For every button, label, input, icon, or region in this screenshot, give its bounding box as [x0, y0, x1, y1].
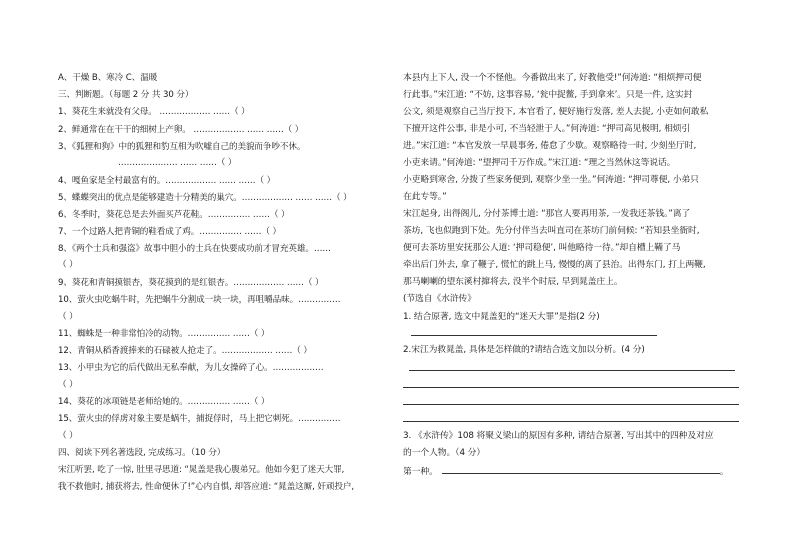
- answer-line[interactable]: [409, 370, 735, 371]
- judgement-item: 5、蝶蝶突出的优点是能够建造十分精美的巢穴。……………… …… ……（ ）: [58, 193, 352, 203]
- section-three-heading: 三、判断题。（每题 2 分 共 30 分）: [58, 90, 194, 100]
- judgement-item-continuation: ………………… …… ……（ ）: [118, 158, 237, 168]
- reading-passage-line: 下擅开这件公事, 非是小可, 不当轻泄于人。”何涛道: “押司高见极明, 相烦引: [403, 124, 691, 134]
- judgement-item: 11、蜘蛛是一种非常怕冷的动物。…………… ……（ ）: [58, 329, 270, 339]
- reading-passage-line: 便可去茶坊里安抚那公人道: ‘押司稳便’, 叫他略待一待。”却自槽上鞴了马: [403, 243, 681, 253]
- judgement-item: 10、萤火虫吃蜗牛时，先把蜗牛分割成一块一块，再咀嚼品味。……………: [58, 295, 341, 305]
- judgement-item: 6、冬季时，葵花总是去外面买芦花鞋。…………… ……（ ）: [58, 210, 290, 220]
- judgement-item: 8、《两个士兵和强盗》故事中胆小的士兵在快要成功前才冒充英雄。……: [58, 244, 331, 254]
- reading-passage-line: 茶坊, 飞也似跑到下处。先分付伴当去叫直司在茶坊门前伺候: “若知县坐衙时,: [403, 226, 700, 236]
- judgement-item: 15、萤火虫的俘虏对象主要是蜗牛，捕捉俘时，马上把它刺死。……………: [58, 414, 341, 424]
- answer-line[interactable]: [403, 421, 739, 422]
- reading-passage-line: 宋江听罢, 吃了一惊, 肚里寻思道: “晁盖是我心腹弟兄。他如今犯了迷天大罪,: [58, 465, 345, 475]
- judgement-item: 2、鲜通常在在干干的细树上产卵。 ……………… …… ……（ ）: [58, 125, 304, 135]
- reading-passage-line: 牵出后门外去, 拿了鞭子, 慌忙的跳上马, 慢慢的离了县治。出得东门, 打上两鞭,: [403, 260, 706, 270]
- passage-source-note: (节选自《水浒传》: [403, 294, 476, 304]
- reading-passage-line: 行此事。”宋江道: “不妨, 这事容易, ‘瓮中捉鳖, 手到拿来’。只是一件, 这实封: [403, 90, 693, 100]
- judgement-item-continuation: （ ）: [58, 380, 78, 390]
- question-3-continuation: 的一个人物。（4 分）: [403, 448, 486, 458]
- judgement-item: 1、葵花生来就没有父母。 ……………… ……（ ）: [58, 107, 250, 117]
- answer-line[interactable]: [411, 335, 657, 336]
- reading-passage-line: 宋江起身, 出得阁儿, 分付茶博士道: “那官人要再用茶, 一发我还茶钱。”离了: [403, 209, 691, 219]
- question-1: 1. 结合原著, 选文中晁盖犯的“迷天大罪”是指(2 分): [403, 312, 600, 322]
- reading-passage-line: 本县内上下人, 没一个不怪他。今番做出来了, 好教他受!”何涛道: “相烦押司便: [403, 73, 702, 83]
- reading-passage-line: 进。”宋江道: “本官发放一早晨事务, 倦怠了少歇。观察略待一时, 少刻坐厅时,: [403, 141, 697, 151]
- period-mark: 。: [719, 467, 729, 477]
- judgement-item: 12、青铜从稻香渡捧来的石碌被人抢走了。……………… ……（ ）: [58, 346, 312, 356]
- answer-line[interactable]: [403, 387, 739, 388]
- judgement-item-continuation: （ ）: [58, 312, 78, 322]
- question-2: 2.宋江为救晁盖, 具体是怎样做的?请结合选文加以分析。(4 分): [403, 345, 645, 355]
- answer-line[interactable]: [403, 404, 739, 405]
- answer-prompt-first: [403, 464, 729, 478]
- judgement-item: 3、《狐狸和狗》中的狐狸和豹互相为吹嘘自己的美貌而争吵不休。: [58, 142, 306, 152]
- judgement-item: 14、葵花的冰项链是老师给她的。…………… ……（ ）: [58, 397, 270, 407]
- answer-blank[interactable]: [442, 464, 720, 474]
- judgement-item: 4、嘎鱼家是全村最富有的。……………… …… ……（ ）: [58, 176, 276, 186]
- section-four-heading: 四、阅读下列名著选段, 完成练习。（10 分）: [58, 448, 226, 458]
- judgement-item-continuation: （ ）: [58, 431, 78, 441]
- reading-passage-line: 小吏略到寒舍, 分拨了些家务便到, 观察少坐一坐。”何涛道: “押司尊便, 小弟只: [403, 175, 699, 185]
- answer-prompt-label: 第一种。: [403, 467, 438, 477]
- reading-passage-line: 公文, 须是观察自己当厅投下, 本官看了, 便好施行发落, 差人去捉, 小吏如何敢私: [403, 107, 709, 117]
- question-3: 3. 《水浒传》108 将聚义梁山的原因有多种, 请结合原著, 写出其中的四种及对应: [403, 431, 714, 441]
- judgement-item: 9、葵花和青铜摸银杏，葵花摸到的是红银杏。……………… ……（ ）: [58, 278, 324, 288]
- reading-passage-line: 那马喇喇的望东溪村撺将去, 没半个时辰, 早到晁盖庄上。: [403, 277, 623, 287]
- judgement-item: 7、一个过路人把青铜的鞋看成了鸡。…………… ……（ ）: [58, 227, 281, 237]
- choice-options: A、干燥 B、寒冷 C、温暖: [58, 73, 158, 83]
- reading-passage-line: 在此专等。”: [403, 192, 447, 202]
- reading-passage-line: 小吏来请。”何涛道: “望押司千万作成。”宋江道: “理之当然休这等说话。: [403, 158, 676, 168]
- judgement-item-continuation: （ ）: [58, 260, 78, 270]
- judgement-item: 13、小甲虫为它的后代做出无私奉献，为儿女操碎了心。………………: [58, 363, 324, 373]
- reading-passage-line: 我不救他时, 捕获将去, 性命便休了!”心内自惧, 却答应道: “晁盖这厮, 奸顽投户,: [58, 482, 354, 492]
